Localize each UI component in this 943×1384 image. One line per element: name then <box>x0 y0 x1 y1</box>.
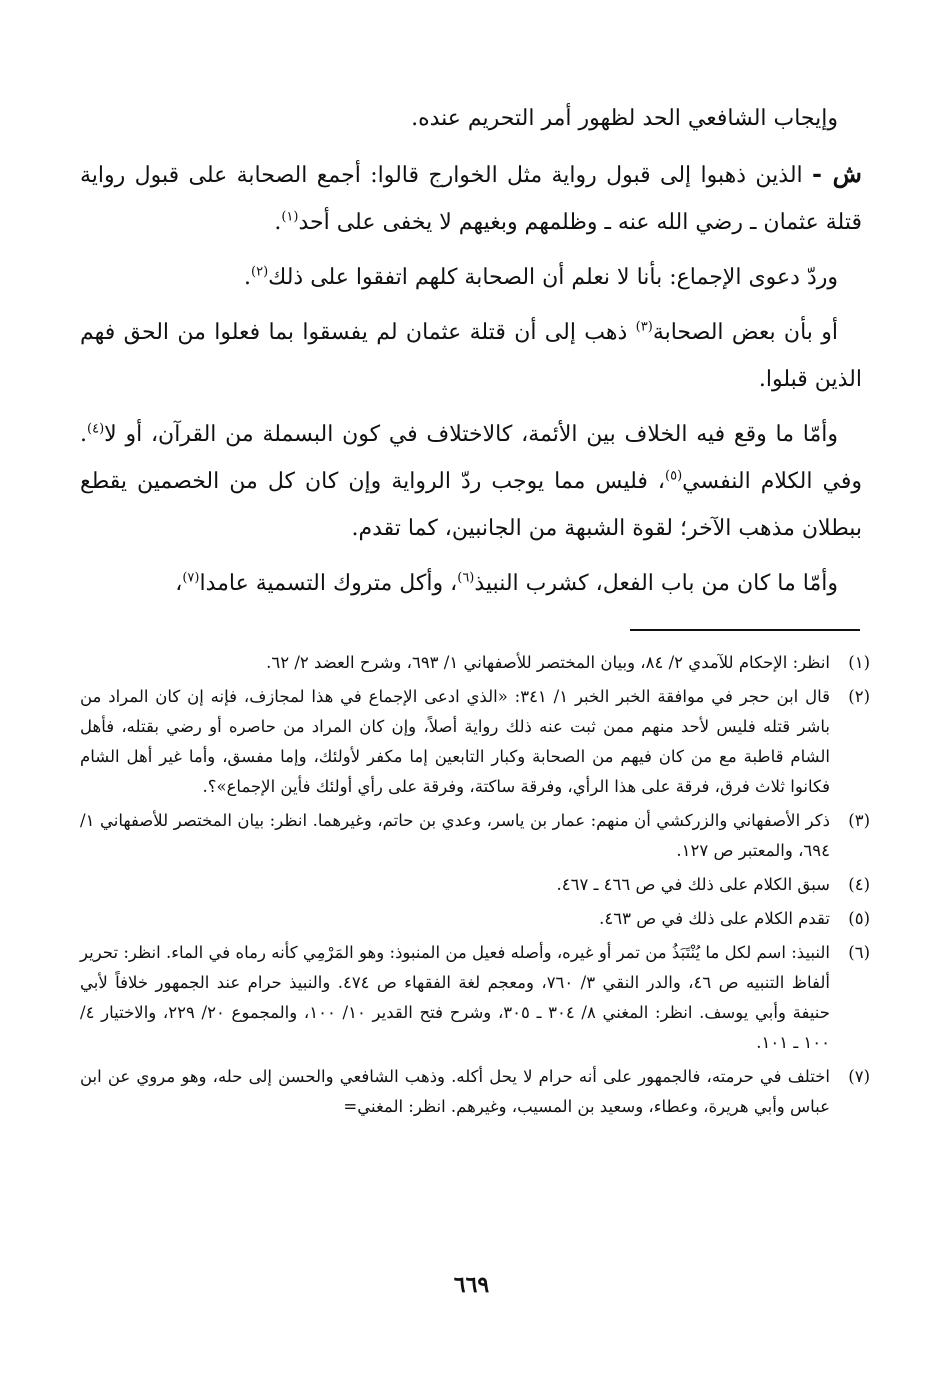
paragraph-3 <box>80 254 862 301</box>
footnote-ref-3[interactable]: (٣) <box>635 319 653 335</box>
footnote-ref-4[interactable]: (٤) <box>87 421 105 437</box>
footnote-number: (٤) <box>848 875 870 894</box>
footnote-text: النبيذ: اسم لكل ما يُنْتَبَذُ من تمر أو غيره، وأصله فعيل من المنبوذ: وهو المَرْمِي كأنه رماه في الماء. انظر: تحرير ألفاظ التنبيه ص ٤٦، والدر النقي ٣/ ٧٦٠، ومعجم لغة الفقهاء ص ٤٧٤. والنبيذ حرام عند الجمهور خلافاً لأبي حنيفة وأبي يوسف. انظر: المغني ٨/ ٣٠٤ ـ ٣٠٥، وشرح فتح القدير ١٠/ ١٠٠، والمجموع ٢٠/ ٢٢٩، والاختيار ٤/ ١٠٠ ـ ١٠١. <box>80 943 830 1052</box>
footnote-6 <box>80 938 870 1058</box>
footnotes <box>80 648 870 1126</box>
sharh-marker: ش - <box>812 159 862 188</box>
paragraph-3-text: وردّ دعوى الإجماع: بأنا لا نعلم أن الصحابة كلهم اتفقوا على ذلك <box>268 265 838 290</box>
footnote-ref-6[interactable]: (٦) <box>457 570 475 586</box>
footnote-number: (٣) <box>848 811 870 830</box>
footnote-text: اختلف في حرمته، فالجمهور على أنه حرام لا يحل أكله. وذهب الشافعي والحسن إلى حله، وهو مروي عن ابن عباس وأبي هريرة، وعطاء، وسعيد بن المسيب، وغيرهم. انظر: المغني= <box>80 1067 830 1116</box>
paragraph-6 <box>80 560 862 607</box>
footnote-ref-2[interactable]: (٢) <box>251 264 269 280</box>
footnote-ref-1[interactable]: (١) <box>281 209 299 225</box>
footnote-5 <box>80 904 870 934</box>
paragraph-2-text: الذين ذهبوا إلى قبول رواية مثل الخوارج قالوا: أجمع الصحابة على قبول رواية قتلة عثمان ـ رضي الله عنه ـ وظلمهم وبغيهم لا يخفى على أحد <box>80 163 862 235</box>
footnote-ref-5[interactable]: (٥) <box>665 468 683 484</box>
paragraph-4-text-b: ذهب إلى أن قتلة عثمان لم يفسقوا بما فعلوا من الحق فهم الذين قبلوا. <box>80 320 862 392</box>
paragraph-5-text-a: وأمّا ما وقع فيه الخلاف بين الأئمة، كالاختلاف في كون البسملة من القرآن، أو لا <box>104 422 838 447</box>
footnote-divider <box>630 629 860 631</box>
main-text <box>80 95 862 615</box>
paragraph-2 <box>80 150 862 246</box>
paragraph-4 <box>80 309 862 403</box>
footnote-number: (٦) <box>848 943 870 962</box>
paragraph-2-end: . <box>274 210 282 235</box>
footnote-text: قال ابن حجر في موافقة الخبر الخبر ١/ ٣٤١: «الذي ادعى الإجماع في هذا لمجازف، فإنه إن كان المراد من باشر قتله فليس لأحد منهم ممن ثبت عنه ذلك رواية أصلاً، وإن كان المراد من حاصره أو رضي بقتله، فأهل الشام قاطبة مع من كان فيهم من الصحابة وكبار التابعين إما مكفر لأولئك، وإما مفسق، وأما غير أهل الشام فكانوا ثلاث فرق، فرقة على هذا الرأي، وفرقة ساكتة، وفرقة على رأي أولئك فأين الإجماع»؟. <box>80 687 830 796</box>
footnote-ref-7[interactable]: (٧) <box>182 570 200 586</box>
footnote-7 <box>80 1062 870 1122</box>
footnote-number: (٥) <box>848 909 870 928</box>
paragraph-6-text-b: ، وأكل متروك التسمية عامدا <box>199 571 458 596</box>
paragraph-5-text-c: ، فليس مما يوجب ردّ الرواية وإن كان كل من الخصمين يقطع ببطلان مذهب الآخر؛ لقوة الشبهة من الجانبين، كما تقدم. <box>80 469 862 541</box>
footnote-1 <box>80 648 870 678</box>
paragraph-6-text-a: وأمّا ما كان من باب الفعل، كشرب النبيذ <box>474 571 838 596</box>
footnote-4 <box>80 870 870 900</box>
footnote-text: ذكر الأصفهاني والزركشي أن منهم: عمار بن ياسر، وعدي بن حاتم، وغيرهما. انظر: بيان المختصر للأصفهاني ١/ ٦٩٤، والمعتبر ص ١٢٧. <box>80 811 830 860</box>
footnote-2 <box>80 682 870 802</box>
paragraph-5 <box>80 411 862 552</box>
paragraph-3-end: . <box>244 265 252 290</box>
footnote-3 <box>80 806 870 866</box>
paragraph-1 <box>80 95 862 142</box>
page-number: ٦٦٩ <box>453 1272 490 1298</box>
footnote-text: انظر: الإحكام للآمدي ٢/ ٨٤، وبيان المختصر للأصفهاني ١/ ٦٩٣، وشرح العضد ٢/ ٦٢. <box>266 653 830 672</box>
paragraph-5-text-b: . وفي الكلام النفسي <box>80 422 862 494</box>
footnote-number: (١) <box>848 653 870 672</box>
paragraph-6-text-c: ، <box>175 571 183 596</box>
paragraph-4-text-a: أو بأن بعض الصحابة <box>652 320 838 345</box>
paragraph-1-text: وإيجاب الشافعي الحد لظهور أمر التحريم عنده. <box>411 106 838 131</box>
footnote-text: سبق الكلام على ذلك في ص ٤٦٦ ـ ٤٦٧. <box>556 875 830 894</box>
footnote-number: (٢) <box>848 687 870 706</box>
footnote-number: (٧) <box>848 1067 870 1086</box>
footnote-text: تقدم الكلام على ذلك في ص ٤٦٣. <box>599 909 830 928</box>
